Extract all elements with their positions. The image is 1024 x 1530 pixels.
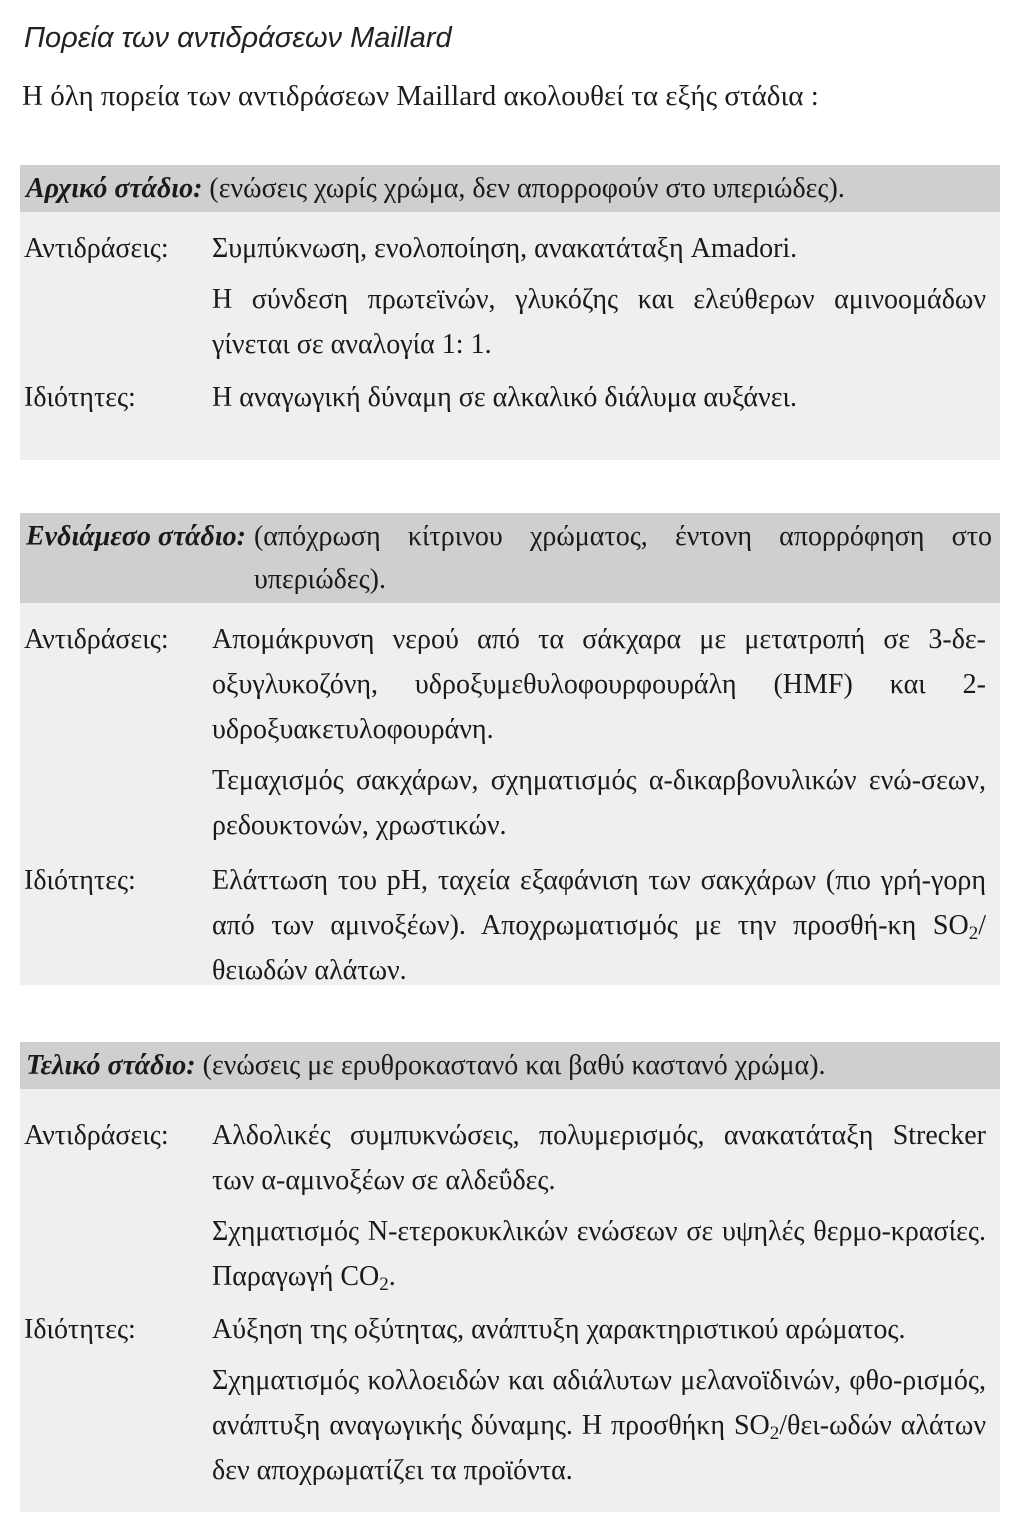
properties-label: Ιδιότητες:	[24, 1314, 136, 1345]
stage-name: Αρχικό στάδιο:	[26, 173, 203, 204]
property-text: Σχηματισμός κολλοειδών και αδιάλυτων μελανοϊδινών, φθο-ρισμός, ανάπτυξη αναγωγικής δύναμης. Η προσθήκη $SO_2/\theta\varepsilon\iota$-ωδών αλάτων δεν αποχρωματίζει τα προϊόντα.	[212, 1365, 986, 1486]
reactions-row	[20, 617, 1000, 848]
stage-header	[20, 1042, 1000, 1089]
properties-row	[20, 858, 1000, 993]
reactions-label: Αντιδράσεις:	[24, 624, 169, 655]
stage-panel-initial	[20, 165, 1000, 460]
reactions-row	[20, 226, 1000, 367]
intro-text: Η όλη πορεία των αντιδράσεων Maillard ακολουθεί τα εξής στάδια :	[22, 80, 819, 112]
stage-name: Τελικό στάδιο:	[26, 1050, 196, 1081]
stage-panel-final	[20, 1042, 1000, 1512]
properties-row	[20, 1307, 1000, 1493]
reaction-text: Η σύνδεση πρωτεϊνών, γλυκόζης και ελεύθερων αμινοομάδων γίνεται σε αναλογία 1: 1.	[212, 284, 986, 360]
stage-header	[20, 513, 1000, 603]
stage-description: (ενώσεις χωρίς χρώμα, δεν απορροφούν στο υπεριώδες).	[209, 173, 845, 204]
property-text: Η αναγωγική δύναμη σε αλκαλικό διάλυμα αυξάνει.	[212, 382, 797, 413]
stage-panel-intermediate	[20, 513, 1000, 985]
stage-name: Ενδιάμεσο στάδιο:	[26, 521, 246, 552]
stage-description: (απόχρωση κίτρινου χρώματος, έντονη απορρόφηση στο υπεριώδες).	[253, 521, 992, 595]
reaction-text: Τεμαχισμός σακχάρων, σχηματισμός α-δικαρβονυλικών ενώ-σεων, ρεδουκτονών, χρωστικών.	[212, 765, 986, 841]
properties-label: Ιδιότητες:	[24, 865, 136, 896]
stage-header	[20, 165, 1000, 212]
reaction-text: Σχηματισμός Ν-ετεροκυκλικών ενώσεων σε υψηλές θερμο-κρασίες. Παραγωγή $CO_2$.	[212, 1216, 986, 1295]
properties-label: Ιδιότητες:	[24, 382, 136, 413]
properties-row	[20, 375, 1000, 420]
property-text: Ελάττωση του pH, ταχεία εξαφάνιση των σακχάρων (πιο γρή-γορη από των αμινοξέων). Αποχρωματισμός με την προσθή-κη $SO_2/$ θειωδών αλάτων.	[212, 865, 986, 986]
stage-description: (ενώσεις με ερυθροκαστανό και βαθύ καστανό χρώμα).	[202, 1050, 826, 1081]
reaction-text: Αλδολικές συμπυκνώσεις, πολυμερισμός, ανακατάταξη Strecker των α-αμινοξέων σε αλδεΰδες.	[212, 1120, 986, 1196]
reactions-row	[20, 1113, 1000, 1299]
reaction-text: Συμπύκνωση, ενολοποίηση, ανακατάταξη Amadori.	[212, 233, 798, 264]
reaction-text: Απομάκρυνση νερού από τα σάκχαρα με μετατροπή σε 3-δε-οξυγλυκοζόνη, υδροξυμεθυλοφουρφουράλη (HMF) και 2-υδροξυακετυλοφουράνη.	[212, 624, 986, 745]
page-heading: Πορεία των αντιδράσεων Maillard	[24, 22, 452, 54]
reactions-label: Αντιδράσεις:	[24, 1120, 169, 1151]
reactions-label: Αντιδράσεις:	[24, 233, 169, 264]
property-text: Αύξηση της οξύτητας, ανάπτυξη χαρακτηριστικού αρώματος.	[212, 1314, 906, 1345]
